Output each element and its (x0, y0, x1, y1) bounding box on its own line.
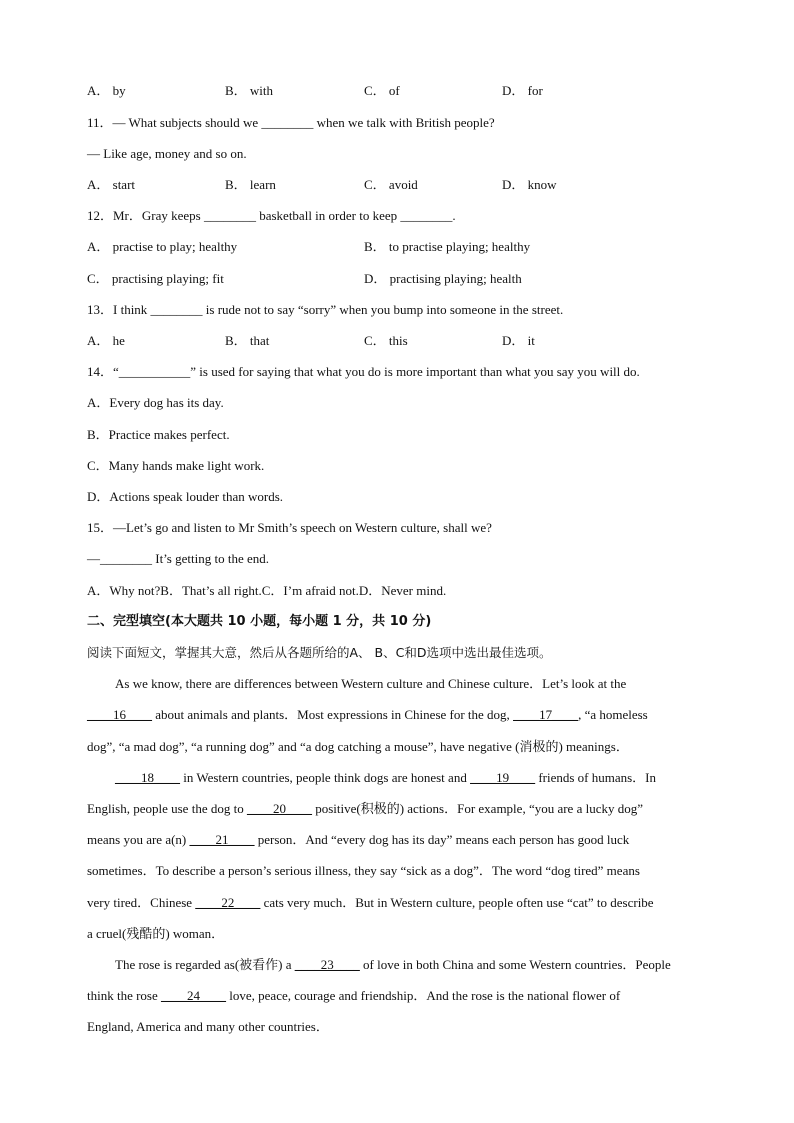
passage-text: about animals and plants．Most expressions in Chinese for the dog, (152, 707, 514, 722)
q12-option-b: B． to practise playing; healthy (364, 239, 531, 254)
blank-22[interactable]: ____22____ (195, 895, 261, 910)
q11-option-c: C． avoid (364, 177, 418, 192)
q15-response: —________ It’s getting to the end. (87, 551, 269, 566)
passage-text: positive(积极的) actions．For example, “you are a lucky dog” (311, 801, 644, 816)
q11-option-a: A． start (87, 177, 136, 192)
passage-text: love, peace, courage and friendship．And the rose is the national flower of (226, 988, 621, 1003)
blank-16[interactable]: ____16____ (87, 707, 152, 722)
q14-option-b: B．Practice makes perfect. (87, 427, 230, 442)
q11-stem: 11．— What subjects should we ________ when we talk with British people? (87, 115, 495, 130)
blank-19[interactable]: ____19____ (470, 770, 536, 785)
section-2-instruction: 阅读下面短文，掌握其大意，然后从各题所给的A、 B、C和D选项中选出最佳选项。 (87, 645, 552, 660)
q11-option-b: B． learn (225, 177, 276, 192)
blank-18[interactable]: ____18____ (115, 770, 180, 785)
passage-p3-line1 (115, 956, 671, 974)
passage-text: person．And “every dog has its day” means each person has good luck (254, 832, 630, 847)
q14-stem: 14．“___________” is used for saying that what you do is more important than what you say you will do. (87, 364, 640, 379)
passage-p3-line3: England, America and many other countries． (87, 1019, 329, 1034)
q14-option-d: D．Actions speak louder than words. (87, 489, 284, 504)
blank-20[interactable]: ____20____ (246, 801, 312, 816)
passage-text: cats very much．But in Western culture, people often use “cat” to describe (260, 895, 654, 910)
q10-option-a: A． by (87, 83, 126, 98)
passage-p1-line3: dog”, “a mad dog”, “a running dog” and “a dog catching a mouse”, have negative (消极的) meanings． (87, 739, 629, 754)
q13-stem: 13．I think ________ is rude not to say “sorry” when you bump into someone in the street. (87, 302, 564, 317)
q12-option-c: C． practising playing; fit (87, 271, 224, 286)
q13-option-b: B． that (225, 333, 270, 348)
q14-option-a: A．Every dog has its day. (87, 395, 224, 410)
q14-option-c: C．Many hands make light work. (87, 458, 265, 473)
passage-p2-line1 (115, 769, 656, 787)
passage-p2-line5 (87, 894, 654, 912)
passage-p2-line4: sometimes．To describe a person’s serious illness, they say “sick as a dog”．The word “dog tired” means (87, 863, 640, 878)
passage-p1-line1: As we know, there are differences between Western culture and Chinese culture．Let’s look at the (115, 676, 627, 691)
passage-p2-line3 (87, 831, 629, 849)
passage-text: think the rose (87, 988, 162, 1003)
q10-option-c: C． of (364, 83, 400, 98)
passage-text: The rose is regarded as(被看作) a (115, 957, 295, 972)
blank-17[interactable]: ____17____ (513, 707, 579, 722)
q12-option-d: D． practising playing; health (364, 271, 522, 286)
section-2-title: 二、完型填空(本大题共 10 小题，每小题 1 分，共 10 分) (87, 614, 432, 629)
q11-response: — Like age, money and so on. (87, 146, 247, 161)
passage-p2-line2 (87, 800, 643, 818)
passage-text: of love in both China and some Western countries．People (359, 957, 671, 972)
q15-options: A．Why not?B．That’s all right.C．I’m afraid not.D．Never mind. (87, 583, 447, 598)
q15-stem: 15．—Let’s go and listen to Mr Smith’s speech on Western culture, shall we? (87, 520, 492, 535)
q13-option-a: A． he (87, 333, 125, 348)
q11-option-d: D． know (502, 177, 557, 192)
passage-p2-line6: a cruel(残酷的) woman． (87, 926, 225, 941)
passage-text: very tired．Chinese (87, 895, 196, 910)
q10-option-d: D． for (502, 83, 543, 98)
passage-p3-line2 (87, 987, 620, 1005)
q10-option-b: B． with (225, 83, 274, 98)
passage-p1-line2 (87, 706, 648, 724)
passage-text: friends of humans．In (535, 770, 657, 785)
passage-text: English, people use the dog to (87, 801, 247, 816)
passage-text: means you are a(n) (87, 832, 190, 847)
q13-option-c: C． this (364, 333, 408, 348)
q13-option-d: D． it (502, 333, 535, 348)
q12-stem: 12．Mr．Gray keeps ________ basketball in order to keep ________. (87, 208, 456, 223)
passage-text: in Western countries, people think dogs are honest and (180, 770, 471, 785)
passage-text: , “a homeless (578, 707, 648, 722)
blank-23[interactable]: ____23____ (294, 957, 360, 972)
blank-24[interactable]: ____24____ (161, 988, 227, 1003)
q12-option-a: A． practise to play; healthy (87, 239, 238, 254)
blank-21[interactable]: ____21____ (189, 832, 255, 847)
